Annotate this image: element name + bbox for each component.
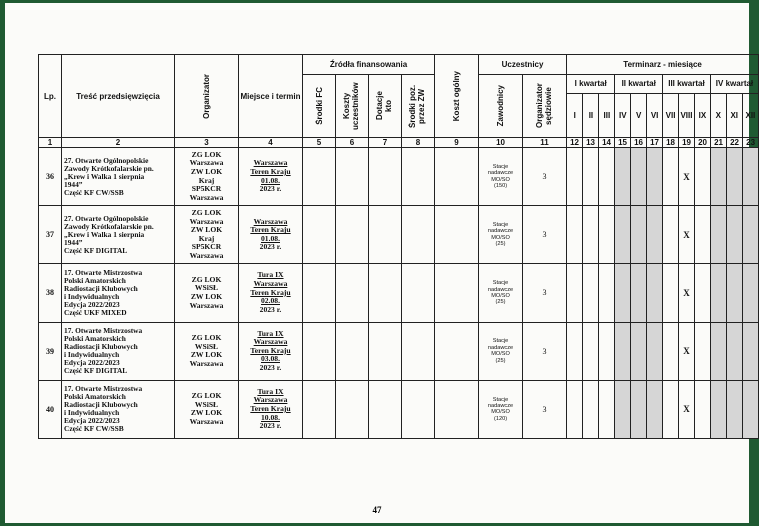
- col-number: 19: [679, 138, 695, 148]
- participants: [479, 148, 523, 206]
- participants: [479, 206, 523, 264]
- month-cell: [647, 380, 663, 438]
- col-number: 6: [336, 138, 369, 148]
- header-koszty: Koszty uczestników: [336, 75, 369, 138]
- page-number: 47: [372, 505, 382, 515]
- title-line: Część KF DIGITAL: [64, 366, 128, 376]
- event-title: [62, 148, 175, 206]
- funding-cell: [336, 148, 369, 206]
- event-title: [62, 206, 175, 264]
- month-iii: III: [599, 93, 615, 137]
- title-line: 17. Otwarte Mistrzostwa: [64, 384, 143, 394]
- place-line: Tura IX: [257, 270, 284, 280]
- col-number: 1: [39, 138, 62, 148]
- month-cell: [647, 264, 663, 322]
- table-row: [39, 380, 759, 438]
- row-lp: 36: [39, 148, 62, 206]
- row-lp: 40: [39, 380, 62, 438]
- event-organizer: [175, 148, 239, 206]
- header-miejsce: Miejsce i termin: [239, 55, 303, 138]
- month-cell: [727, 264, 743, 322]
- organizer-line: WSiSŁ: [194, 341, 219, 351]
- funding-cell: [435, 380, 479, 438]
- month-vii: VII: [663, 93, 679, 137]
- organizer-line: Warszawa: [189, 250, 224, 260]
- organizer-line: Warszawa: [189, 216, 224, 226]
- title-line: „Krew i Walka 1 sierpnia: [64, 229, 145, 239]
- judges-count: 3: [523, 380, 567, 438]
- place-line: 01.08.: [261, 175, 280, 185]
- funding-cell: [336, 264, 369, 322]
- header-uczestnicy: Uczestnicy: [479, 55, 567, 75]
- month-cell: [743, 380, 759, 438]
- month-cell: [663, 322, 679, 380]
- month-cell: [695, 380, 711, 438]
- organizer-line: SP5KCR: [191, 242, 222, 252]
- title-line: Zawody Krótkofalarskie pn.: [64, 163, 154, 173]
- month-xi: XI: [726, 93, 742, 137]
- col-number: 17: [647, 138, 663, 148]
- participants-line: MO/SO: [491, 351, 510, 358]
- event-title: [62, 322, 175, 380]
- organizer-line: Warszawa: [189, 158, 224, 168]
- month-cell: [647, 206, 663, 264]
- month-cell: [615, 380, 631, 438]
- title-line: Część UKF MIXED: [64, 307, 127, 317]
- months-subtable: [567, 75, 758, 137]
- organizer-line: ZW LOK: [190, 350, 223, 360]
- funding-cell: [369, 148, 402, 206]
- month-cell: [711, 206, 727, 264]
- month-cell: [631, 264, 647, 322]
- participants-line: MO/SO: [491, 176, 510, 183]
- organizer-line: SP5KCR: [191, 184, 222, 194]
- schedule-mark: X: [679, 322, 695, 380]
- participants: [479, 322, 523, 380]
- month-vi: VI: [647, 93, 663, 137]
- title-line: 27. Otwarte Ogólnopolskie: [64, 213, 149, 223]
- month-cell: [567, 322, 583, 380]
- event-place: [239, 148, 303, 206]
- col-number: 4: [239, 138, 303, 148]
- header-lp: Lp.: [39, 55, 62, 138]
- header-dotacje: Dotacje kto: [369, 75, 402, 138]
- month-ix: IX: [694, 93, 710, 137]
- month-cell: [711, 322, 727, 380]
- col-number: 21: [711, 138, 727, 148]
- title-line: Część KF CW/SSB: [64, 424, 124, 434]
- participants-line: (25): [495, 357, 506, 364]
- month-cell: [567, 206, 583, 264]
- months-header: [567, 75, 759, 138]
- participants-line: MO/SO: [491, 234, 510, 241]
- title-line: Radiostacji Klubowych: [64, 400, 138, 410]
- col-number: 7: [369, 138, 402, 148]
- funding-cell: [435, 322, 479, 380]
- funding-cell: [402, 148, 435, 206]
- organizer-line: ZW LOK: [190, 167, 223, 176]
- month-cell: [695, 264, 711, 322]
- header-zrodla: Źródła finansowania: [303, 55, 435, 75]
- funding-cell: [369, 206, 402, 264]
- header-organizator: Organizator: [175, 55, 239, 138]
- month-cell: [615, 322, 631, 380]
- participants-line: (25): [495, 299, 506, 306]
- quarter-3: III kwartał: [663, 75, 711, 93]
- month-cell: [711, 264, 727, 322]
- month-cell: [583, 148, 599, 206]
- month-cell: [567, 264, 583, 322]
- col-number: 18: [663, 138, 679, 148]
- participants-line: (150): [494, 183, 508, 189]
- title-line: 1944”: [64, 237, 83, 247]
- title-line: i Indywidualnych: [64, 350, 120, 360]
- title-line: Polski Amatorskich: [64, 392, 126, 402]
- organizer-line: WSiSŁ: [194, 283, 219, 293]
- organizer-line: Warszawa: [189, 192, 224, 202]
- col-number: 15: [615, 138, 631, 148]
- month-cell: [647, 148, 663, 206]
- participants-line: nadawcze: [487, 286, 514, 293]
- judges-count: 3: [523, 206, 567, 264]
- organizer-line: ZG LOK: [191, 149, 222, 159]
- title-line: 27. Otwarte Ogólnopolskie: [64, 155, 149, 165]
- funding-cell: [303, 322, 336, 380]
- place-line: 2023 r.: [259, 304, 282, 314]
- participants-line: (120): [494, 415, 508, 422]
- title-line: Radiostacji Klubowych: [64, 342, 138, 352]
- place-line: Warszawa: [253, 158, 288, 168]
- month-cell: [663, 148, 679, 206]
- month-cell: [599, 380, 615, 438]
- event-schedule-table: [38, 54, 759, 439]
- month-cell: [711, 148, 727, 206]
- place-line: Warszawa: [253, 395, 288, 405]
- funding-cell: [435, 148, 479, 206]
- month-iv: IV: [615, 93, 631, 137]
- organizer-line: Kraj: [198, 175, 215, 185]
- quarter-1: I kwartał: [567, 75, 615, 93]
- judges-count: 3: [523, 148, 567, 206]
- event-place: [239, 380, 303, 438]
- row-lp: 39: [39, 322, 62, 380]
- header-org-sedziowie: Organizator sędziowie: [523, 75, 567, 138]
- organizer-line: ZG LOK: [191, 208, 222, 217]
- title-line: „Krew i Walka 1 sierpnia: [64, 171, 145, 181]
- table-body: [39, 148, 759, 439]
- funding-cell: [336, 322, 369, 380]
- organizer-line: ZW LOK: [190, 291, 223, 301]
- month-cell: [743, 148, 759, 206]
- month-cell: [695, 206, 711, 264]
- month-cell: [631, 206, 647, 264]
- month-cell: [599, 264, 615, 322]
- col-number: 12: [567, 138, 583, 148]
- place-line: Warszawa: [253, 337, 288, 347]
- organizer-line: ZW LOK: [190, 408, 223, 418]
- month-cell: [615, 206, 631, 264]
- month-cell: [743, 264, 759, 322]
- participants-line: nadawcze: [487, 344, 514, 351]
- funding-cell: [402, 380, 435, 438]
- row-lp: 37: [39, 206, 62, 264]
- organizer-line: Warszawa: [189, 358, 224, 368]
- month-cell: [727, 322, 743, 380]
- col-number: 13: [583, 138, 599, 148]
- participants-line: (25): [495, 241, 506, 248]
- funding-cell: [369, 322, 402, 380]
- header-zawodnicy: Zawodnicy: [479, 75, 523, 138]
- participants-line: nadawcze: [487, 170, 514, 177]
- place-line: Warszawa: [253, 279, 288, 289]
- event-place: [239, 264, 303, 322]
- month-cell: [599, 206, 615, 264]
- month-cell: [583, 380, 599, 438]
- place-line: 2023 r.: [259, 184, 282, 194]
- funding-cell: [369, 380, 402, 438]
- col-number: 11: [523, 138, 567, 148]
- month-ii: II: [583, 93, 599, 137]
- column-number-row: [39, 138, 759, 148]
- title-line: Polski Amatorskich: [64, 334, 126, 344]
- schedule-mark: X: [679, 148, 695, 206]
- col-number: 20: [695, 138, 711, 148]
- funding-cell: [303, 264, 336, 322]
- organizer-line: ZG LOK: [191, 274, 222, 284]
- col-number: 23: [743, 138, 759, 148]
- month-x: X: [710, 93, 726, 137]
- schedule-mark: X: [679, 206, 695, 264]
- organizer-line: Kraj: [198, 233, 215, 243]
- participants-line: MO/SO: [491, 409, 510, 416]
- place-line: 10.08.: [261, 412, 280, 422]
- place-line: Tura IX: [257, 328, 284, 338]
- month-cell: [695, 322, 711, 380]
- organizer-line: ZG LOK: [191, 391, 222, 401]
- title-line: Polski Amatorskich: [64, 275, 126, 285]
- month-cell: [663, 206, 679, 264]
- place-line: Teren Kraju: [250, 287, 291, 297]
- event-organizer: [175, 380, 239, 438]
- title-line: Radiostacji Klubowych: [64, 283, 138, 293]
- quarter-4: IV kwartał: [710, 75, 758, 93]
- header-tresc: Treść przedsięwzięcia: [62, 55, 175, 138]
- funding-cell: [402, 206, 435, 264]
- event-organizer: [175, 264, 239, 322]
- funding-cell: [435, 206, 479, 264]
- participants: [479, 380, 523, 438]
- place-line: Teren Kraju: [250, 167, 291, 176]
- funding-cell: [336, 380, 369, 438]
- participants-line: Stacje: [492, 338, 509, 345]
- title-line: Edycja 2022/2023: [64, 358, 120, 368]
- funding-cell: [336, 206, 369, 264]
- title-line: 17. Otwarte Mistrzostwa: [64, 326, 143, 336]
- month-xii: XII: [742, 93, 758, 137]
- event-place: [239, 206, 303, 264]
- col-number: 3: [175, 138, 239, 148]
- place-line: 2023 r.: [259, 363, 282, 373]
- month-v: V: [631, 93, 647, 137]
- participants: [479, 264, 523, 322]
- header-terminarz: Terminarz - miesiące: [567, 55, 759, 75]
- place-line: 2023 r.: [259, 242, 282, 252]
- place-line: 03.08.: [261, 354, 280, 364]
- organizer-line: Warszawa: [189, 416, 224, 426]
- month-cell: [727, 380, 743, 438]
- funding-cell: [435, 264, 479, 322]
- title-line: Edycja 2022/2023: [64, 299, 120, 309]
- header-srodki-fc: Środki FC: [303, 75, 336, 138]
- title-line: Edycja 2022/2023: [64, 416, 120, 426]
- quarter-2: II kwartał: [615, 75, 663, 93]
- funding-cell: [303, 380, 336, 438]
- participants-line: nadawcze: [487, 402, 514, 409]
- schedule-mark: X: [679, 380, 695, 438]
- month-cell: [599, 148, 615, 206]
- month-cell: [711, 380, 727, 438]
- title-line: Część KF CW/SSB: [64, 187, 124, 197]
- month-viii: VIII: [679, 93, 695, 137]
- event-title: [62, 380, 175, 438]
- header-koszt-ogolny: Koszt ogólny: [435, 55, 479, 138]
- month-cell: [663, 380, 679, 438]
- month-cell: [583, 264, 599, 322]
- place-line: 02.08.: [261, 296, 280, 306]
- title-line: 1944”: [64, 179, 83, 189]
- month-cell: [615, 264, 631, 322]
- event-place: [239, 322, 303, 380]
- funding-cell: [402, 264, 435, 322]
- funding-cell: [402, 322, 435, 380]
- place-line: Teren Kraju: [250, 404, 291, 414]
- title-line: Część KF DIGITAL: [64, 245, 128, 255]
- col-number: 9: [435, 138, 479, 148]
- month-cell: [695, 148, 711, 206]
- place-line: Tura IX: [257, 386, 284, 396]
- month-cell: [583, 206, 599, 264]
- row-lp: 38: [39, 264, 62, 322]
- funding-cell: [303, 206, 336, 264]
- participants-line: Stacje: [492, 396, 509, 403]
- funding-cell: [303, 148, 336, 206]
- header-srodki-zw: Środki poz. przez ZW: [402, 75, 435, 138]
- month-cell: [663, 264, 679, 322]
- col-number: 2: [62, 138, 175, 148]
- participants-line: Stacje: [492, 280, 509, 287]
- participants-line: MO/SO: [491, 292, 510, 299]
- month-cell: [631, 380, 647, 438]
- event-title: [62, 264, 175, 322]
- participants-line: Stacje: [492, 221, 509, 228]
- table-row: [39, 264, 759, 322]
- month-cell: [631, 148, 647, 206]
- month-cell: [647, 322, 663, 380]
- place-line: Teren Kraju: [250, 225, 291, 235]
- col-number: 5: [303, 138, 336, 148]
- organizer-line: WSiSŁ: [194, 399, 219, 409]
- organizer-line: Warszawa: [189, 300, 224, 310]
- table-row: [39, 206, 759, 264]
- title-line: 17. Otwarte Mistrzostwa: [64, 267, 143, 277]
- month-cell: [567, 380, 583, 438]
- funding-cell: [369, 264, 402, 322]
- table-row: [39, 148, 759, 206]
- organizer-line: ZW LOK: [190, 225, 223, 235]
- schedule-mark: X: [679, 264, 695, 322]
- month-cell: [615, 148, 631, 206]
- col-number: 8: [402, 138, 435, 148]
- month-cell: [727, 206, 743, 264]
- event-organizer: [175, 322, 239, 380]
- col-number: 16: [631, 138, 647, 148]
- month-cell: [743, 206, 759, 264]
- place-line: 01.08.: [261, 233, 280, 243]
- month-cell: [727, 148, 743, 206]
- month-i: I: [567, 93, 583, 137]
- month-cell: [567, 148, 583, 206]
- organizer-line: ZG LOK: [191, 332, 222, 342]
- col-number: 22: [727, 138, 743, 148]
- judges-count: 3: [523, 264, 567, 322]
- place-line: Warszawa: [253, 216, 288, 226]
- place-line: 2023 r.: [259, 421, 282, 431]
- col-number: 14: [599, 138, 615, 148]
- month-cell: [743, 322, 759, 380]
- table-row: [39, 322, 759, 380]
- month-cell: [631, 322, 647, 380]
- month-cell: [583, 322, 599, 380]
- col-number: 10: [479, 138, 523, 148]
- participants-line: nadawcze: [487, 228, 514, 235]
- title-line: i Indywidualnych: [64, 408, 120, 418]
- judges-count: 3: [523, 322, 567, 380]
- participants-line: Stacje: [492, 163, 509, 170]
- place-line: Teren Kraju: [250, 345, 291, 355]
- month-cell: [599, 322, 615, 380]
- title-line: i Indywidualnych: [64, 291, 120, 301]
- event-organizer: [175, 206, 239, 264]
- table-header: [39, 55, 759, 148]
- title-line: Zawody Krótkofalarskie pn.: [64, 221, 154, 231]
